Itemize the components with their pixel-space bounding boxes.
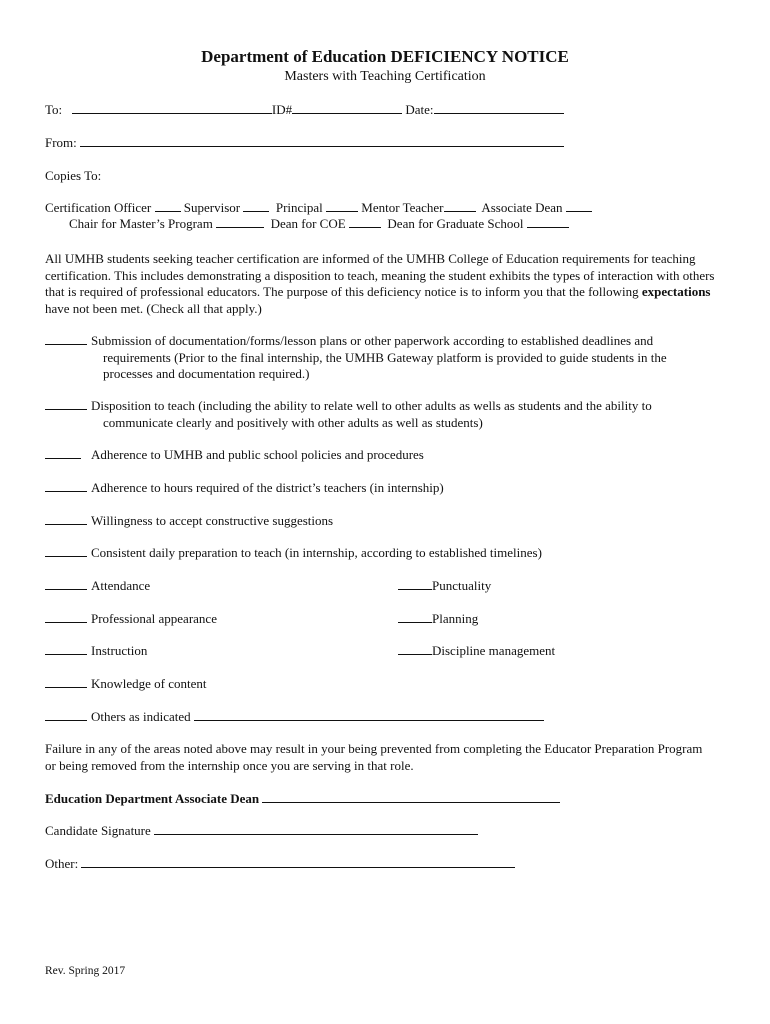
check-blank[interactable] xyxy=(45,480,87,492)
copies-mentor: Mentor Teacher xyxy=(361,200,444,215)
check-blank[interactable] xyxy=(45,578,87,590)
candidate-label: Candidate Signature xyxy=(45,823,151,838)
copies-cert-officer: Certification Officer xyxy=(45,200,152,215)
intro-bold-word: expectations xyxy=(641,284,711,299)
item-text: Submission of documentation/forms/lesson plans or other paperwork according to established deadlines and xyxy=(91,333,654,348)
to-row xyxy=(45,102,564,119)
item-text: Punctuality xyxy=(432,578,492,593)
check-blank[interactable] xyxy=(45,545,87,557)
checklist-item xyxy=(45,611,715,628)
copies-chair: Chair for Master’s Program xyxy=(69,216,213,231)
principal-blank[interactable] xyxy=(326,200,358,212)
checklist-item xyxy=(45,676,715,693)
other-row xyxy=(45,856,515,873)
from-label: From: xyxy=(45,135,77,150)
dean-coe-blank[interactable] xyxy=(349,216,381,228)
date-field[interactable] xyxy=(434,102,564,114)
item-text: Professional appearance xyxy=(91,611,217,626)
checklist-item-others xyxy=(45,709,715,726)
item-text: Willingness to accept constructive suggestions xyxy=(91,513,334,528)
check-blank[interactable] xyxy=(45,447,81,459)
mentor-blank[interactable] xyxy=(444,200,476,212)
checklist-item xyxy=(45,513,715,530)
form-title: Department of Education DEFICIENCY NOTICE xyxy=(201,47,569,66)
to-label: To: xyxy=(45,102,63,117)
item-text: Others as indicated xyxy=(91,709,191,724)
cert-officer-blank[interactable] xyxy=(155,200,181,212)
check-blank[interactable] xyxy=(398,643,432,655)
item-text: Knowledge of content xyxy=(91,676,207,691)
id-label: ID# xyxy=(271,102,293,117)
from-field[interactable] xyxy=(80,135,564,147)
item-continuation: communicate clearly and positively with other adults as well as students) xyxy=(103,414,483,430)
item-text: Discipline management xyxy=(432,643,556,658)
item-text: Adherence to hours required of the district’s teachers (in internship) xyxy=(91,480,444,495)
copies-assoc-dean: Associate Dean xyxy=(481,200,563,215)
check-blank[interactable] xyxy=(45,643,87,655)
date-label: Date: xyxy=(405,102,434,117)
id-field[interactable] xyxy=(292,102,402,114)
chair-blank[interactable] xyxy=(216,216,264,228)
check-blank[interactable] xyxy=(45,513,87,525)
check-blank[interactable] xyxy=(45,333,87,345)
copies-supervisor: Supervisor xyxy=(183,200,241,215)
intro-text: All UMHB students seeking teacher certification are informed of the UMHB College of Education requirements for teaching certification. This includes demonstrating a disposition to teach, meaning the student exhibits the types of interaction with others that is required of professional educators. The purpose of this deficiency notice is to inform you that the following xyxy=(45,251,715,299)
assoc-dean-blank[interactable] xyxy=(566,200,592,212)
item-text: Planning xyxy=(432,611,479,626)
item-text: Disposition to teach (including the ability to relate well to other adults as wells as students and the ability to xyxy=(91,398,652,413)
dean-grad-blank[interactable] xyxy=(527,216,569,228)
checklist-item xyxy=(45,398,715,431)
checklist-item-right xyxy=(398,643,555,660)
item-text: Consistent daily preparation to teach (in internship, according to established timelines) xyxy=(91,545,542,560)
checklist-item xyxy=(45,643,715,660)
to-field[interactable] xyxy=(72,102,272,114)
intro-paragraph xyxy=(45,251,715,317)
other-field[interactable] xyxy=(81,856,515,868)
item-text: Adherence to UMHB and public school policies and procedures xyxy=(91,447,424,462)
other-label: Other: xyxy=(45,856,79,871)
item-continuation: requirements (Prior to the final internship, the UMHB Gateway platform is provided to guide students in the processes and documentation required.) xyxy=(103,349,667,381)
checklist-item-right xyxy=(398,578,491,595)
supervisor-blank[interactable] xyxy=(243,200,269,212)
check-blank[interactable] xyxy=(398,611,432,623)
revision-note: Rev. Spring 2017 xyxy=(45,965,126,977)
candidate-signature[interactable] xyxy=(154,823,478,835)
assoc-dean-label: Education Department Associate Dean xyxy=(45,791,260,806)
copies-dean-grad: Dean for Graduate School xyxy=(387,216,524,231)
form-subtitle: Masters with Teaching Certification xyxy=(284,69,486,84)
assoc-dean-row xyxy=(45,791,560,808)
checklist-item xyxy=(45,480,715,497)
item-text: Instruction xyxy=(91,643,148,658)
copies-principal: Principal xyxy=(275,200,323,215)
checklist-item xyxy=(45,545,715,562)
checklist-item xyxy=(45,333,715,383)
check-blank[interactable] xyxy=(45,398,87,410)
checklist-item xyxy=(45,447,715,464)
others-field[interactable] xyxy=(194,709,544,721)
check-blank[interactable] xyxy=(45,709,87,721)
item-text: Attendance xyxy=(91,578,151,593)
candidate-row xyxy=(45,823,478,840)
copies-row-2 xyxy=(69,216,569,233)
checklist-item-right xyxy=(398,611,478,628)
copies-dean-coe: Dean for COE xyxy=(270,216,346,231)
intro-text-end: have not been met. (Check all that apply.) xyxy=(45,300,262,316)
check-blank[interactable] xyxy=(45,611,87,623)
copies-label: Copies To: xyxy=(45,168,102,183)
failure-paragraph: Failure in any of the areas noted above may result in your being prevented from completing the Educator Preparation Program or being removed from the internship once you are serving in that role. xyxy=(45,741,703,773)
copies-row-1 xyxy=(45,200,592,217)
from-row xyxy=(45,135,564,152)
check-blank[interactable] xyxy=(398,578,432,590)
assoc-dean-signature[interactable] xyxy=(262,791,560,803)
checklist-item xyxy=(45,578,715,595)
check-blank[interactable] xyxy=(45,676,87,688)
